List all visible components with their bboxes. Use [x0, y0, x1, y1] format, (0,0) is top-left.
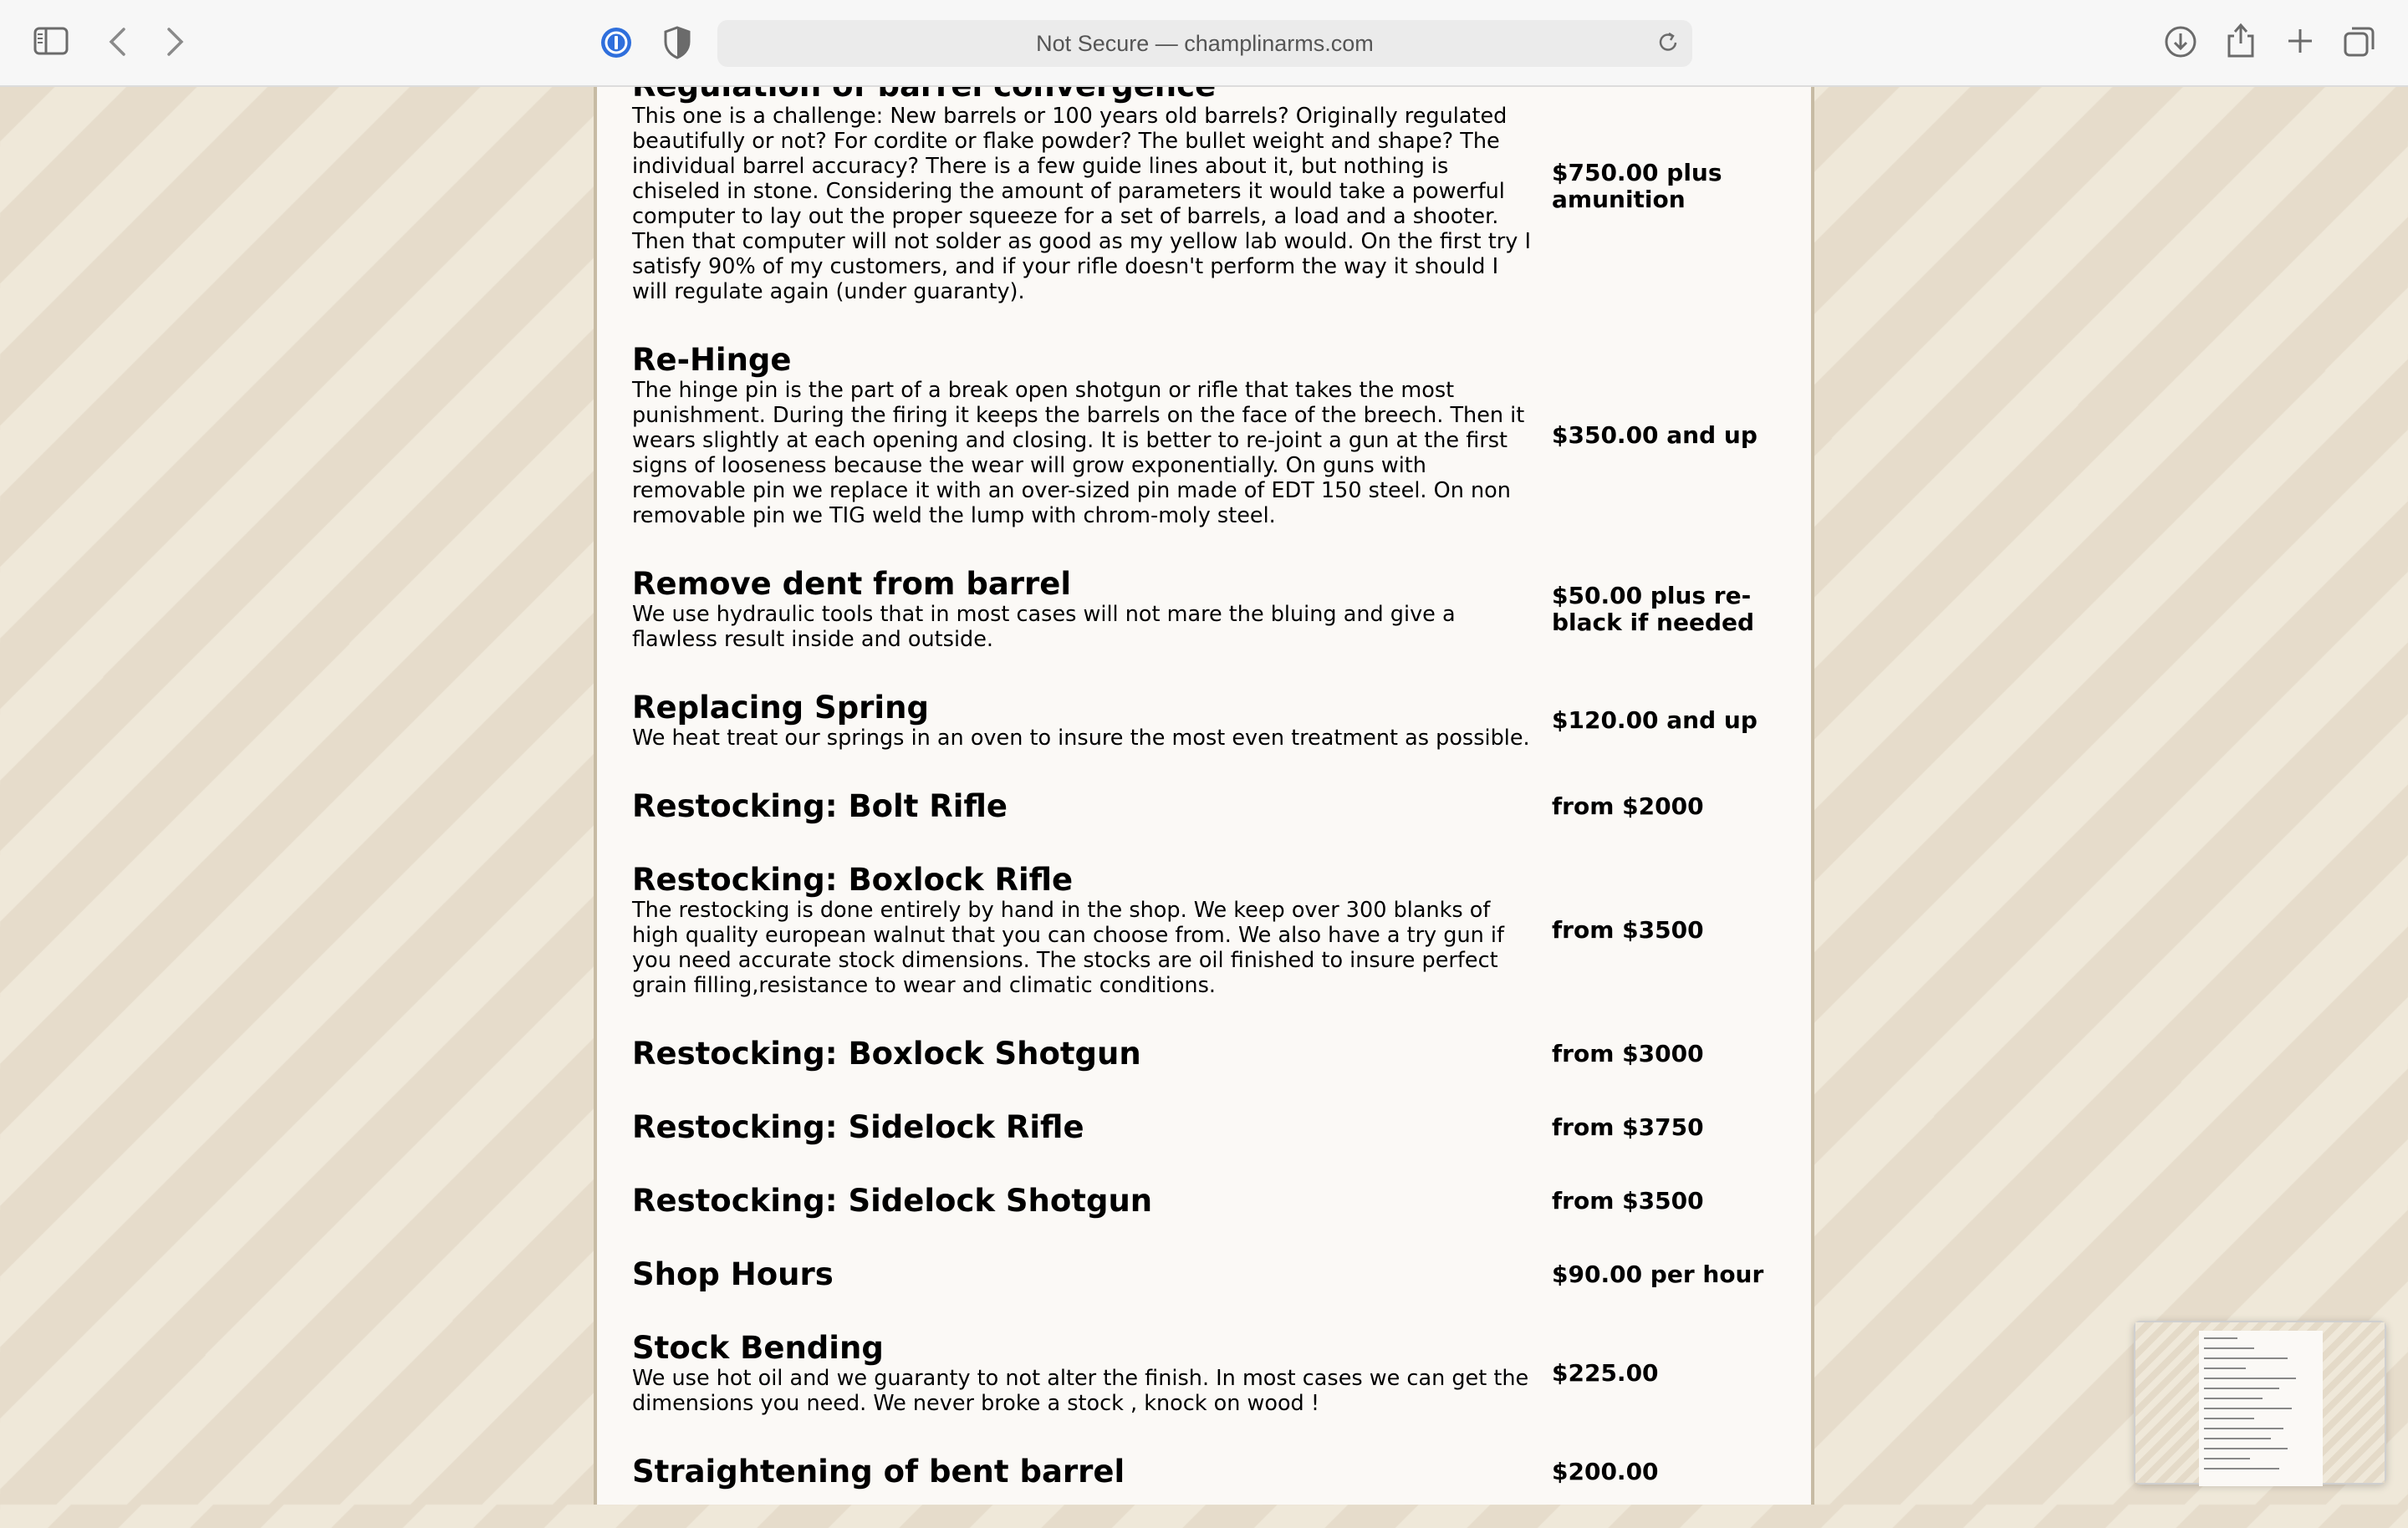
service-row	[632, 1257, 1786, 1292]
service-price: $200.00	[1552, 1458, 1659, 1485]
service-title: Restocking: Boxlock Rifle	[632, 862, 1074, 898]
service-price: $90.00 per hour	[1552, 1261, 1764, 1288]
password-icon[interactable]	[599, 25, 634, 60]
service-price: from $3750	[1552, 1113, 1704, 1141]
service-description: We heat treat our springs in an oven to insure the most even treatment as possible.	[632, 726, 1530, 751]
service-row	[632, 789, 1786, 824]
service-description: The hinge pin is the part of a break open shotgun or rifle that takes the most punishment. During the firing it keeps the barrels on the face of the breech. Then it wears slightly at each opening and closing. It is better to re-joint a gun at the first signs of looseness because the wear will grow exponentially. On guns with removable pin we replace it with an over-sized pin made of EDT 150 steel. On non removable pin we TIG weld the lump with chrom-moly steel.	[632, 378, 1525, 528]
service-description: The restocking is done entirely by hand in the shop. We keep over 300 blanks of high quality european walnut that you can choose from. We also have a try gun if you need accurate stock dimensions. The stocks are oil finished to insure perfect grain filling,resistance to wear and climatic conditions.	[632, 898, 1504, 998]
service-title: Restocking: Bolt Rifle	[632, 788, 1008, 824]
service-row	[632, 1331, 1786, 1416]
download-icon[interactable]	[2164, 25, 2197, 59]
service-title: Restocking: Boxlock Shotgun	[632, 1036, 1141, 1072]
browser-toolbar	[0, 0, 2408, 87]
service-price: from $2000	[1552, 792, 1704, 820]
reload-icon[interactable]	[1656, 30, 1681, 55]
content-column	[594, 87, 1814, 1505]
service-price: $50.00 plus re-black if needed	[1552, 582, 1755, 636]
service-price: $750.00 plus amunition	[1552, 159, 1722, 213]
service-description: This one is a challenge: New barrels or 100 years old barrels? Originally regulated beautifully or not? For cordite or flake powder? The bullet weight and shape? The individual barrel accuracy? There is a few guide lines about it, but nothing is chiseled in stone. Considering the amount of parameters it would take a powerful computer to lay out the proper squeeze for a set of barrels, a load and a shooter. Then that computer will not solder as good as my yellow lab would. On the first try I satisfy 90% of my customers, and if your rifle doesn't perform the way it should I will regulate again (under guaranty).	[632, 104, 1531, 304]
service-price: $225.00	[1552, 1359, 1659, 1387]
service-title: Shop Hours	[632, 1256, 834, 1292]
service-row	[632, 69, 1786, 304]
services-list	[632, 69, 1786, 1528]
service-row	[632, 1110, 1786, 1145]
service-title: Replacing Spring	[632, 690, 929, 726]
share-icon[interactable]	[2226, 22, 2256, 59]
service-row	[632, 863, 1786, 998]
shield-icon[interactable]	[662, 25, 692, 60]
service-row	[632, 1184, 1786, 1219]
tabs-icon[interactable]	[2343, 25, 2376, 59]
service-price: from $3500	[1552, 1187, 1704, 1215]
service-price: from $3000	[1552, 1040, 1704, 1067]
service-title: Re-Hinge	[632, 342, 792, 378]
service-row	[632, 1036, 1786, 1072]
service-title: Stock Bending	[632, 1330, 884, 1366]
url-text: Not Secure — champlinarms.com	[1036, 30, 1374, 56]
back-icon[interactable]	[107, 27, 127, 57]
service-price: from $3500	[1552, 916, 1704, 944]
service-title: Straightening of bent barrel	[632, 1454, 1125, 1490]
service-description: We use hydraulic tools that in most cases will not mare the bluing and give a flawless result inside and outside.	[632, 602, 1456, 652]
service-row	[632, 567, 1786, 652]
service-row	[632, 1454, 1786, 1490]
service-description: We use hot oil and we guaranty to not alter the finish. In most cases we can get the dimensions you need. We never broke a stock , knock on wood !	[632, 1366, 1529, 1416]
service-row	[632, 690, 1786, 751]
service-price: $120.00 and up	[1552, 706, 1758, 734]
service-price: $350.00 and up	[1552, 421, 1758, 449]
page-preview-thumbnail[interactable]	[2134, 1321, 2386, 1485]
forward-icon[interactable]	[166, 27, 186, 57]
address-bar[interactable]	[717, 20, 1692, 67]
sidebar-icon[interactable]	[33, 27, 69, 55]
service-row	[632, 343, 1786, 528]
service-title: Remove dent from barrel	[632, 566, 1072, 602]
new-tab-icon[interactable]	[2286, 27, 2314, 55]
service-title: Restocking: Sidelock Shotgun	[632, 1183, 1153, 1219]
service-title: Restocking: Sidelock Rifle	[632, 1109, 1084, 1145]
